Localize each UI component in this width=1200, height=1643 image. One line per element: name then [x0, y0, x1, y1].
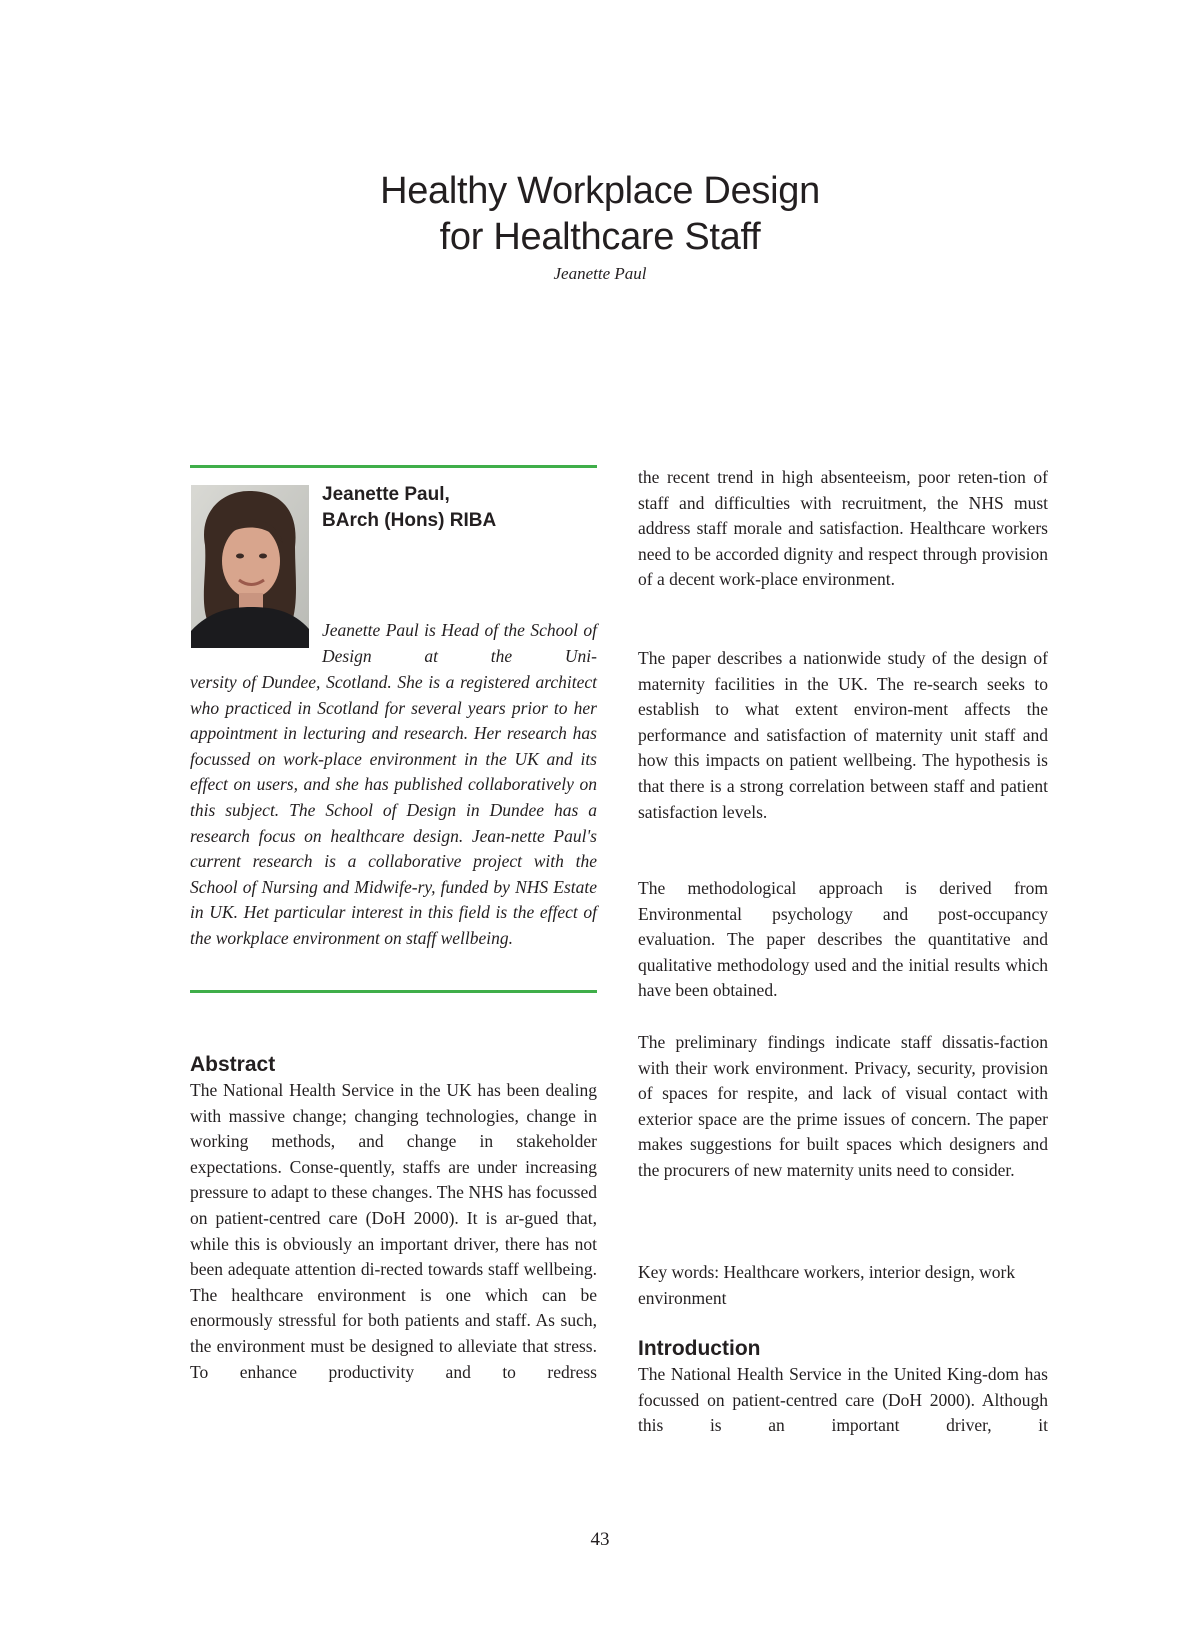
paper-author: Jeanette Paul — [553, 264, 647, 283]
paper-title-line-1: Healthy Workplace Design — [380, 170, 820, 212]
bio-credentials: BArch (Hons) RIBA — [322, 510, 497, 531]
right-paragraph-2: The paper describes a nationwide study of the design of maternity facilities in the UK. The re-search seeks to establish to what extent environ-ment affects the performance and satisfaction of maternity unit staff and how this impacts on patient wellbeing. The hypothesis is that there is a strong correlation between staff and patient satisfaction levels. — [638, 648, 1048, 822]
right-paragraph-4: The preliminary findings indicate staff dissatis-faction with their work environment. Privacy, security, provision of spaces for respite, and lack of visual contact with exterior space are the prime issues of concern. The paper makes suggestions for built spaces which designers and the procurers of new maternity units need to consider. — [638, 1032, 1048, 1180]
abstract-text: The National Health Service in the UK has been dealing with massive change; changing technologies, change in working methods, and change in stakeholder expectations. Conse-quently, staffs are under increasing pressure to adapt to these changes. The NHS has focussed on patient-centred care (DoH 2000). It is ar-gued that, while this is obviously an important driver, there has not been adequate attention di-rected towards staff wellbeing. The healthcare environment is one which can be enormously stressful for both patients and staff. As such, the environment must be designed to alleviate that stress. To enhance productivity and to redress — [190, 1080, 597, 1382]
bio-name-line-1: Jeanette Paul, — [322, 484, 450, 505]
page-number: 43 — [590, 1529, 610, 1550]
title-block — [0, 168, 1200, 286]
introduction-text: The National Health Service in the United King-dom has focussed on patient-centred care (DoH 2000). Although this is an important driver, it — [638, 1364, 1048, 1436]
paper-title-line-2: for Healthcare Staff — [439, 216, 761, 258]
bio-text: versity of Dundee, Scotland. She is a registered architect who practiced in Scotland for several years prior to her appointment in lecturing and research. Her research has focussed on work-place environment in the UK and its effect on users, and she has published collaboratively on this subject. The School of Design in Dundee has a research focus on healthcare design. Jean-nette Paul's current research is a collaborative project with the School of Nursing and Midwife-ry, funded by NHS Estate in UK. Het particular interest in this field is the effect of the workplace environment on staff wellbeing. — [190, 672, 597, 948]
right-paragraph-1: the recent trend in high absenteeism, poor reten-tion of staff and difficulties with recruitment, the NHS must address staff morale and satisfaction. Healthcare workers need to be accorded dignity and respect through provision of a decent work-place environment. — [638, 467, 1048, 590]
keywords: Key words: Healthcare workers, interior design, work environment — [638, 1262, 1016, 1308]
right-paragraph-3: The methodological approach is derived from Environmental psychology and post-occupancy evaluation. The paper describes the quantitative and qualitative methodology used and the initial results which have been obtained. — [638, 878, 1048, 1001]
bio-text-start: Jeanette Paul is Head of the School of Design at the Uni- — [322, 620, 597, 666]
bio-bottom-rule — [190, 990, 597, 993]
bio-author-name — [322, 482, 592, 534]
introduction-heading: Introduction — [638, 1337, 761, 1360]
abstract-heading: Abstract — [190, 1053, 276, 1076]
bio-top-rule — [190, 465, 597, 468]
author-photo — [191, 485, 309, 648]
